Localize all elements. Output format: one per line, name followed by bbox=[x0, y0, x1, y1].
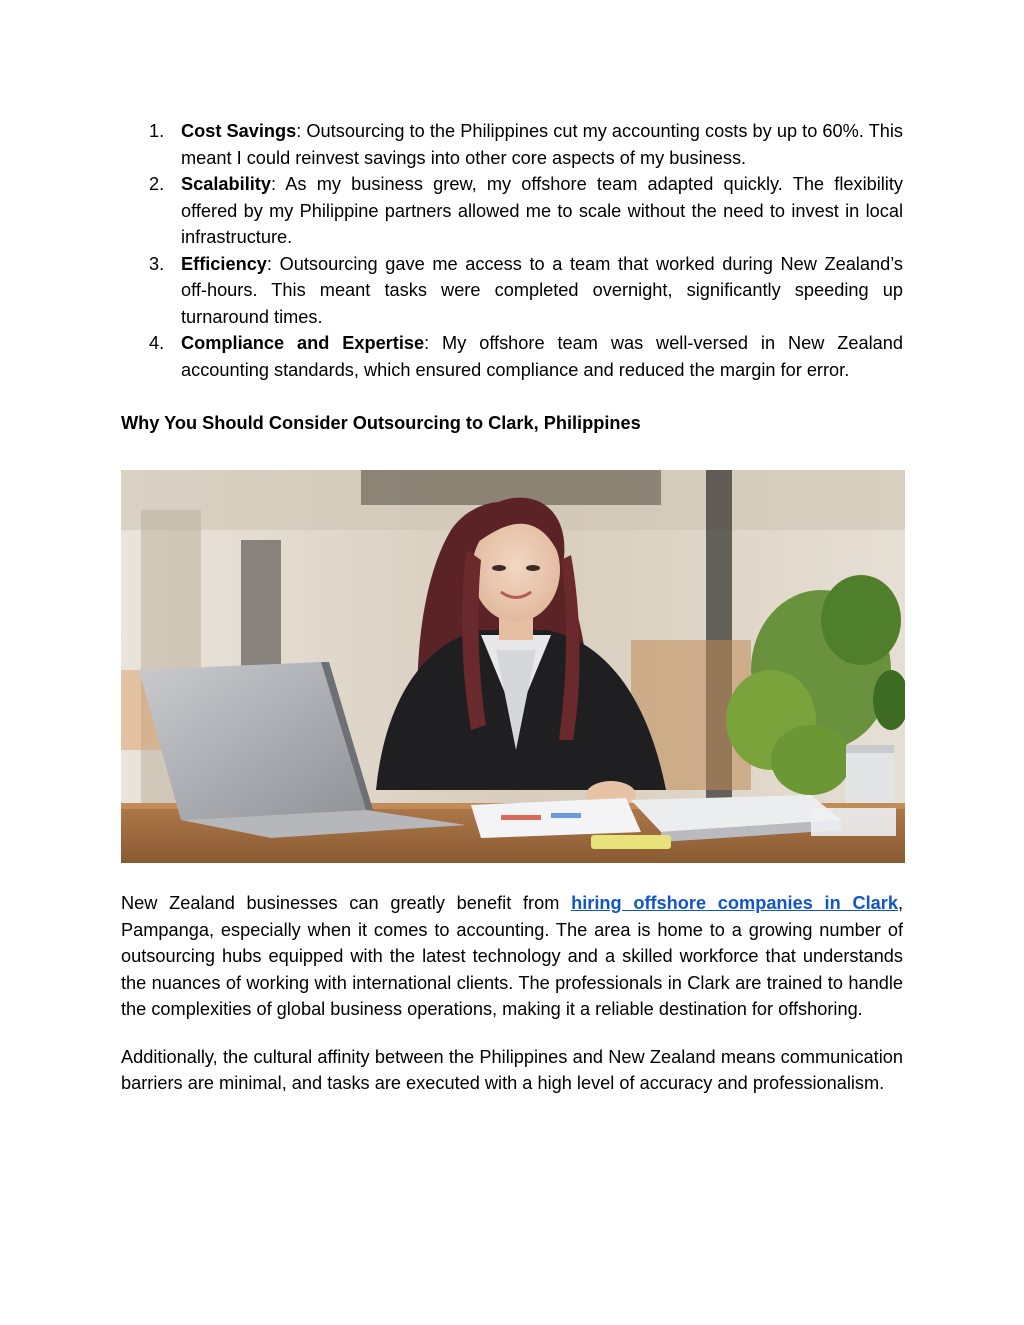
list-term: Efficiency bbox=[181, 253, 267, 274]
list-term: Compliance and Expertise bbox=[181, 333, 425, 353]
paragraph-text: , Pampanga, especially when it comes to accounting. The area is home to a growing number of outsourcing hubs equipped with the latest technology and a skilled workforce that understands the nuances of working with international clients. The professionals in Clark are trained to handle the complexities of global business operations, making it a reliable destination for offshoring. bbox=[121, 893, 903, 1019]
list-number: 2. bbox=[149, 174, 165, 194]
list-text: : My offshore team was well-versed in New Zealand accounting standards, which ensured compliance and reduced the margin for error. bbox=[181, 333, 903, 380]
list-number: 4. bbox=[149, 333, 165, 353]
list-text: : Outsourcing to the Philippines cut my accounting costs by up to 60%. This meant I could reinvest savings into other core aspects of my business. bbox=[181, 121, 903, 168]
list-text: : As my business grew, my offshore team adapted quickly. The flexibility offered by my Philippine partners allowed me to scale without the need to invest in local infrastructure. bbox=[181, 174, 903, 247]
list-number: 3. bbox=[149, 253, 165, 274]
list-item bbox=[121, 330, 903, 383]
document-page bbox=[121, 118, 903, 1097]
hiring-offshore-link[interactable]: hiring offshore companies in Clark bbox=[571, 893, 898, 913]
list-text: : Outsourcing gave me access to a team that worked during New Zealand’s off-hours. This meant tasks were completed overnight, significantly speeding up turnaround times. bbox=[181, 253, 903, 327]
office-worker-photo bbox=[121, 470, 905, 863]
benefits-list bbox=[121, 118, 903, 383]
paragraph-text: New Zealand businesses can greatly benefit from bbox=[121, 893, 572, 913]
list-term: Cost Savings bbox=[181, 121, 297, 141]
list-term: Scalability bbox=[181, 174, 271, 194]
paragraph-clark-benefits bbox=[121, 890, 903, 1023]
paragraph-cultural-affinity: Additionally, the cultural affinity between the Philippines and New Zealand means communication barriers are minimal, and tasks are executed with a high level of accuracy and professionalism. bbox=[121, 1046, 903, 1093]
list-number: 1. bbox=[149, 121, 165, 141]
section-heading: Why You Should Consider Outsourcing to Clark, Philippines bbox=[121, 413, 641, 433]
list-item bbox=[121, 118, 903, 171]
list-item bbox=[121, 251, 903, 331]
list-item bbox=[121, 171, 903, 251]
